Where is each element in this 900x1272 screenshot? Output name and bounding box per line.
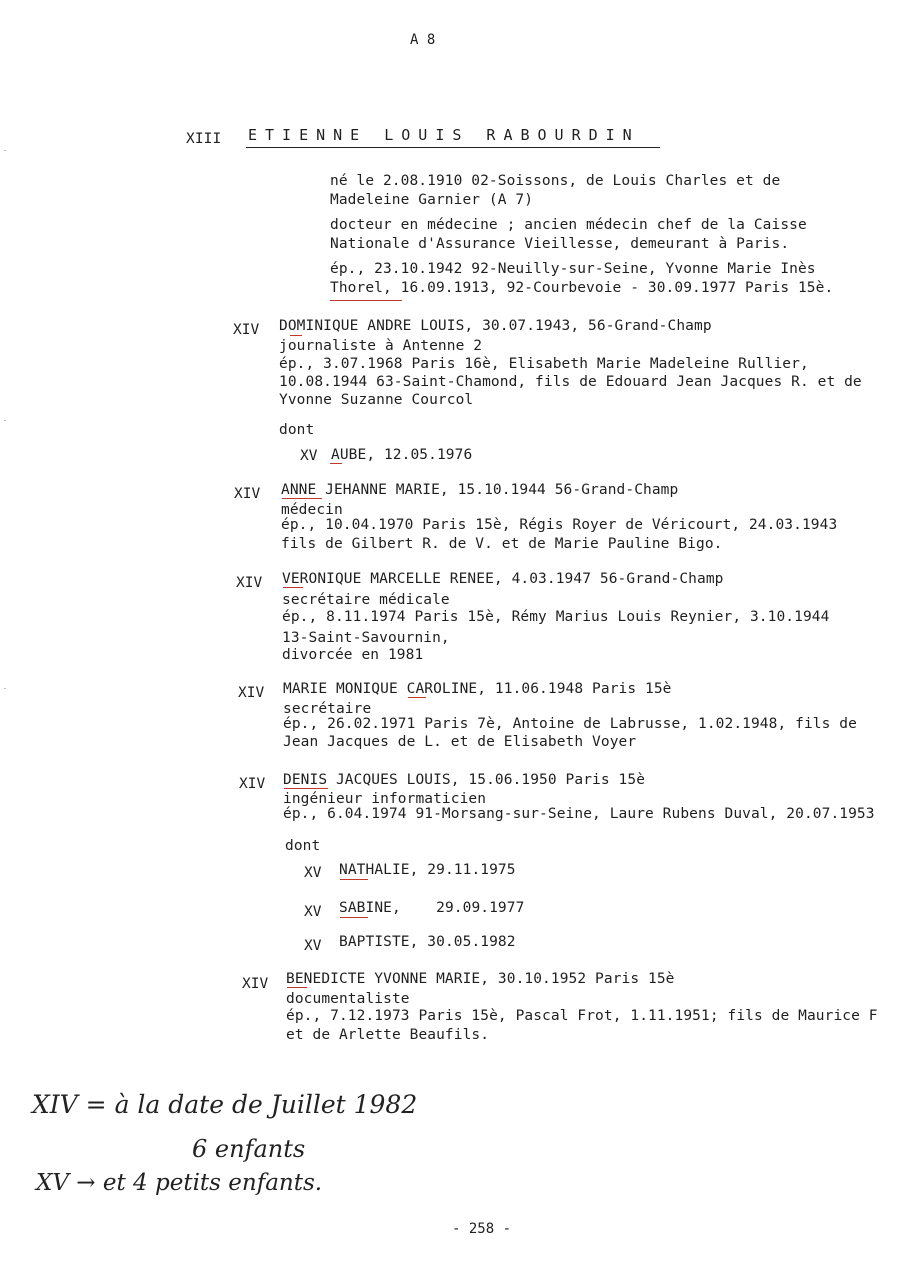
child-3-line-2: secrétaire médicale	[282, 592, 450, 608]
intro-marriage-line-1: ép., 23.10.1942 92-Neuilly-sur-Seine, Yvonne Marie Inès	[330, 261, 816, 277]
child-1-line-1: DOMINIQUE ANDRE LOUIS, 30.07.1943, 56-Grand-Champ	[279, 318, 712, 334]
grandchild-aube-generation: XV	[300, 448, 318, 464]
child-2-generation: XIV	[234, 486, 261, 502]
child-5-line-1: DENIS JACQUES LOUIS, 15.06.1950 Paris 15è	[283, 772, 646, 788]
red-mark-veronique	[283, 587, 303, 588]
child-1-line-5: Yvonne Suzanne Courcol	[279, 392, 474, 408]
red-mark-nathalie	[340, 879, 368, 880]
child-5-line-2: ingénieur informaticien	[283, 791, 487, 807]
child-1-line-4: 10.08.1944 63-Saint-Chamond, fils de Edouard Jean Jacques R. et de	[279, 374, 862, 390]
title-underline	[246, 147, 660, 148]
grandchild-sabine-generation: XV	[304, 904, 322, 920]
red-mark-aube	[330, 463, 342, 464]
scan-speck	[4, 150, 6, 151]
handwritten-note-line-3: XV → et 4 petits enfants.	[36, 1170, 323, 1196]
child-3-line-1: VERONIQUE MARCELLE RENEE, 4.03.1947 56-Grand-Champ	[282, 571, 724, 587]
child-2-line-3: ép., 10.04.1970 Paris 15è, Régis Royer de Véricourt, 24.03.1943	[281, 517, 838, 533]
child-5-dont: dont	[285, 838, 321, 854]
title-generation: XIII	[186, 131, 222, 147]
child-1-generation: XIV	[233, 322, 260, 338]
child-2-line-2: médecin	[281, 502, 343, 518]
red-mark-denis	[284, 788, 328, 789]
grandchild-baptiste-generation: XV	[304, 938, 322, 954]
intro-marriage-line-2: Thorel, 16.09.1913, 92-Courbevoie - 30.09.1977 Paris 15è.	[330, 280, 834, 296]
child-4-line-4: Jean Jacques de L. et de Elisabeth Voyer	[283, 734, 637, 750]
red-mark-benedicte	[287, 987, 307, 988]
intro-profession-line-1: docteur en médecine ; ancien médecin chef de la Caisse	[330, 217, 807, 233]
handwritten-note-line-1: XIV = à la date de Juillet 1982	[32, 1090, 418, 1119]
child-1-line-3: ép., 3.07.1968 Paris 16è, Elisabeth Marie Madeleine Rullier,	[279, 356, 809, 372]
scan-speck	[4, 688, 6, 689]
child-4-line-2: secrétaire	[283, 701, 372, 717]
child-3-generation: XIV	[236, 575, 263, 591]
child-6-line-1: BENEDICTE YVONNE MARIE, 30.10.1952 Paris 15è	[286, 971, 675, 987]
child-1-line-2: journaliste à Antenne 2	[279, 338, 483, 354]
title-name: ETIENNE LOUIS RABOURDIN	[248, 126, 640, 144]
child-2-line-4: fils de Gilbert R. de V. et de Marie Pauline Bigo.	[281, 536, 723, 552]
child-6-generation: XIV	[242, 976, 269, 992]
grandchild-sabine: SABINE, 29.09.1977	[339, 900, 525, 916]
scan-speck	[4, 420, 6, 421]
child-3-line-3: ép., 8.11.1974 Paris 15è, Rémy Marius Louis Reynier, 3.10.1944	[282, 609, 830, 625]
child-6-line-4: et de Arlette Beaufils.	[286, 1027, 490, 1043]
grandchild-nathalie: NATHALIE, 29.11.1975	[339, 862, 516, 878]
page-number: - 258 -	[452, 1221, 512, 1237]
child-2-line-1: ANNE JEHANNE MARIE, 15.10.1944 56-Grand-Champ	[281, 482, 679, 498]
red-mark-caroline	[408, 697, 426, 698]
red-mark-dominique	[290, 335, 302, 336]
intro-birth-line-1: né le 2.08.1910 02-Soissons, de Louis Charles et de	[330, 173, 781, 189]
red-mark-anne	[282, 498, 322, 499]
handwritten-note-line-2: 6 enfants	[192, 1135, 306, 1163]
grandchild-aube: AUBE, 12.05.1976	[331, 447, 473, 463]
intro-birth-line-2: Madeleine Garnier (A 7)	[330, 192, 534, 208]
intro-profession-line-2: Nationale d'Assurance Vieillesse, demeurant à Paris.	[330, 236, 790, 252]
child-5-line-3: ép., 6.04.1974 91-Morsang-sur-Seine, Laure Rubens Duval, 20.07.1953	[283, 806, 875, 822]
red-underline-thorel	[330, 300, 402, 301]
child-5-generation: XIV	[239, 776, 266, 792]
child-3-line-4: 13-Saint-Savournin,	[282, 630, 450, 646]
red-mark-sabine	[340, 917, 368, 918]
child-4-generation: XIV	[238, 685, 265, 701]
child-4-line-3: ép., 26.02.1971 Paris 7è, Antoine de Labrusse, 1.02.1948, fils de	[283, 716, 857, 732]
child-4-line-1: MARIE MONIQUE CAROLINE, 11.06.1948 Paris 15è	[283, 681, 672, 697]
child-1-dont: dont	[279, 422, 315, 438]
child-6-line-2: documentaliste	[286, 991, 410, 1007]
page-reference: A 8	[410, 32, 436, 48]
grandchild-nathalie-generation: XV	[304, 865, 322, 881]
grandchild-baptiste: BAPTISTE, 30.05.1982	[339, 934, 516, 950]
child-3-line-5: divorcée en 1981	[282, 647, 424, 663]
child-6-line-3: ép., 7.12.1973 Paris 15è, Pascal Frot, 1.11.1951; fils de Maurice F	[286, 1008, 878, 1024]
